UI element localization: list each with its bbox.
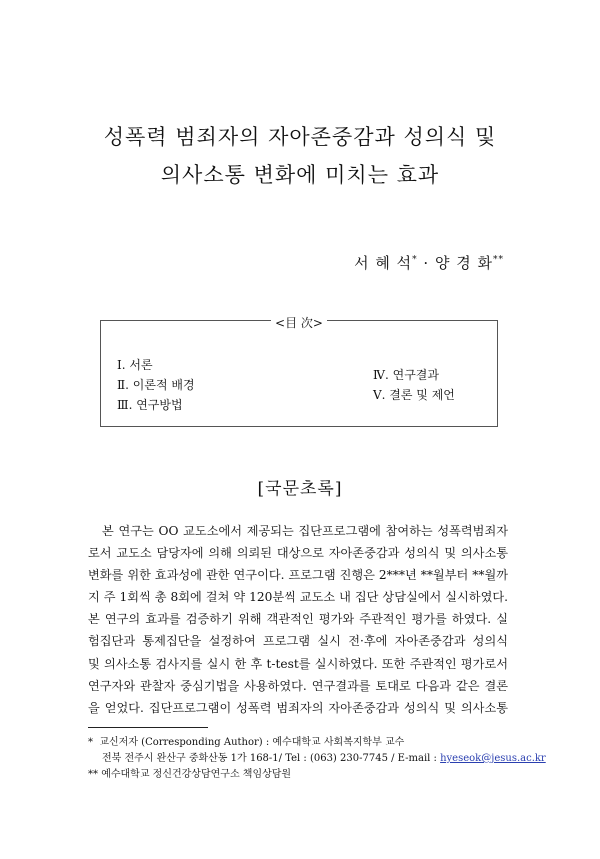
footnotes <box>88 735 546 783</box>
abstract-line: 지 주 1회씩 총 8회에 걸쳐 약 120분씩 교도소 내 집단 상담실에서 실시하였다. <box>88 590 508 605</box>
footnote-1 <box>88 735 546 751</box>
title-line-1: 성폭력 범죄자의 자아존중감과 성의식 및 <box>103 125 497 149</box>
author-line <box>354 252 504 273</box>
footnote-1-address-text: 전북 전주시 완산구 중화산동 1가 168-1/ Tel : (063) 230-7745 / E-mail : <box>102 753 441 764</box>
author-1-mark: * <box>412 255 418 265</box>
title-line-2: 의사소통 변화에 미치는 효과 <box>160 163 440 187</box>
footnote-1-text: 교신저자 (Corresponding Author) : 예수대학교 사회복지학부 교수 <box>99 737 405 748</box>
paper-title <box>0 118 600 194</box>
toc-item: Ⅱ. 이론적 배경 <box>117 378 195 392</box>
email-link[interactable]: hyeseok@jesus.ac.kr <box>440 753 546 764</box>
toc-left-column <box>117 355 195 415</box>
toc-item: Ⅲ. 연구방법 <box>117 398 183 412</box>
footnote-1-mark: * <box>88 737 93 748</box>
footnote-2 <box>88 767 546 783</box>
footnote-1-address <box>88 751 546 767</box>
author-2: 양 경 화 <box>434 254 493 272</box>
abstract-line: 을 얻었다. 집단프로그램이 성폭력 범죄자의 자아존중감과 성의식 및 의사소통 <box>88 700 508 715</box>
author-2-mark: ** <box>493 255 504 265</box>
author-1: 서 혜 석 <box>354 254 413 272</box>
footnote-2-mark: ** <box>88 769 98 780</box>
abstract-body <box>88 520 508 719</box>
abstract-line: 험집단과 통제집단을 설정하여 프로그램 실시 전·후에 자아존중감과 성의식 <box>88 634 508 649</box>
toc-item: Ⅳ. 연구결과 <box>373 368 439 382</box>
abstract-line: 본 연구의 효과를 검증하기 위해 객관적인 평가와 주관적인 평가를 하였다. 실 <box>88 612 508 627</box>
abstract-line: 연구자와 관찰자 중심기법을 사용하였다. 연구결과를 토대로 다음과 같은 결론 <box>88 678 508 693</box>
abstract-line: 및 의사소통 검사지를 실시 한 후 t-test를 실시하였다. 또한 주관적인 평가로서 <box>88 656 508 671</box>
author-separator: · <box>423 254 430 272</box>
footnote-2-text: 예수대학교 정신건강상담연구소 책임상담원 <box>101 769 292 780</box>
toc-item: Ⅴ. 결론 및 제언 <box>373 388 455 402</box>
abstract-line: 로서 교도소 담당자에 의해 의뢰된 대상으로 자아존중감과 성의식 및 의사소통 <box>88 546 508 561</box>
abstract-line: 본 연구는 OO 교도소에서 제공되는 집단프로그램에 참여하는 성폭력범죄자 <box>102 524 508 538</box>
abstract-line: 변화를 위한 효과성에 관한 연구이다. 프로그램 진행은 2***년 **월부터 **월까 <box>88 568 508 583</box>
toc-right-column <box>373 365 455 405</box>
table-of-contents <box>100 316 498 427</box>
toc-title: <目 次> <box>271 316 327 330</box>
abstract-heading: [국문초록] <box>257 479 343 499</box>
toc-item: Ⅰ. 서론 <box>117 358 153 372</box>
footnote-divider <box>88 727 208 728</box>
